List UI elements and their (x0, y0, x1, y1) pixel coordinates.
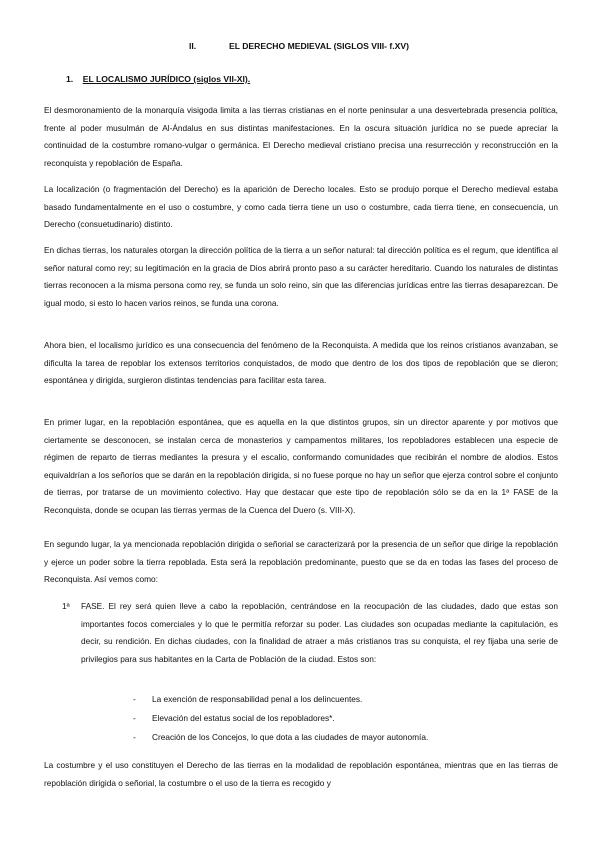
section-title: EL DERECHO MEDIEVAL (SIGLOS VIII- f.XV) (229, 41, 410, 51)
subsection-title: EL LOCALISMO JURÍDICO (siglos VII-XI). (82, 74, 251, 84)
phase-paragraph: FASE. El rey será quien lleve a cabo la repoblación, centrándose en la reocupación de las ciudades, dado que estas son importantes focos comerciales y lo que le permitía reforzar su poder. Las ciudades son ocupadas mediante la capitulación, es decir, su rendición. En dichas ciudades, con la finalidad de atraer a más cristianos tras su conquista, el rey fijaba una serie de privilegios para sus habitantes en la Carta de Población de la ciudad. Estos son: (81, 601, 558, 664)
section-number: II. (189, 41, 197, 51)
paragraph-6: En segundo lugar, la ya mencionada repoblación dirigida o señorial se caracterizará por la presencia de un señor que dirige la repoblación y ejerce un poder sobre la tierra repoblada. Esta será la repoblación predominante, puesto que se da en todas las fases del proceso de Reconquista. Así vemos como: (44, 539, 558, 585)
paragraph-2: La localización (o fragmentación del Derecho) es la aparición de Derecho locales. Esto se produjo porque el Derecho medieval estaba basado fundamentalmente en el uso o costumbre, y como cada tierra tiene un uso o costumbre, cada tierra tiene, en consecuencia, un Derecho (consuetudinario) distinto. (44, 184, 558, 230)
paragraph-4: Ahora bien, el localismo jurídico es una consecuencia del fenómeno de la Reconquista. A medida que los reinos cristianos avanzaban, se dificulta la tarea de repoblar los extensos territorios conquistados, de modo que dentro de los dos tipos de repoblación que se dieron; espontánea y dirigida, surgieron distintas tendencias para facilitar esta tarea. (44, 340, 558, 386)
privileges-list (131, 690, 428, 748)
paragraph-5: En primer lugar, en la repoblación espontánea, que es aquella en la que distintos grupos, sin un director aparente y por motivos que ciertamente se desconocen, se instalan cerca de monasterios y campamentos militares, los repobladores establecen una especie de régimen de reparto de tierras mediantes la presura y el escalio, conformando comunidades que recibirán el nombre de alodios. Estos equivaldrían a los señoríos que se darán en la repoblación dirigida, si no fuese porque no hay un señor que ejerza control sobre el conjunto de tierras, por tratarse de un movimiento colectivo. Hay que destacar que este tipo de repoblación sólo se da en la 1ª FASE de la Reconquista, donde se ocupan las tierras yermas de la Cuenca del Duero (s. VIII-X). (44, 417, 558, 515)
paragraph-1: El desmoronamiento de la monarquía visigoda limita a las tierras cristianas en el norte peninsular a una desvertebrada presencia política, frente al poder musulmán de Al-Ándalus en sus distintas manifestaciones. En la oscura situación jurídica no se puede apreciar la continuidad de la costumbre romano-vulgar o germánica. El Derecho medieval cristiano precisa una resurrección y reconstrucción en la reconquista y repoblación de España. (44, 105, 558, 168)
list-item: - Elevación del estatus social de los repobladores*. (131, 709, 428, 728)
paragraph-3: En dichas tierras, los naturales otorgan la dirección política de la tierra a un señor natural: tal dirección política es el regum, que identifica al señor natural como rey; su legitimación en la gracia de Dios abrirá pronto paso a su carácter hereditario. Cuando los naturales de distintas tierras reconocen a la misma persona como rey, se funda un solo reino, sin que las diferencias jurídicas entre las tierras desaparezcan. De igual modo, si esto lo hacen varios reinos, se funda una corona. (44, 245, 558, 308)
subsection-heading (66, 74, 250, 84)
subsection-number: 1. (66, 74, 74, 84)
closing-paragraph: La costumbre y el uso constituyen el Derecho de las tierras en la modalidad de repoblación espontánea, mientras que en las tierras de repoblación dirigida o señorial, la costumbre o el uso de la tierra es recogido y (44, 760, 558, 788)
list-item: - La exención de responsabilidad penal a los delincuentes. (131, 690, 428, 709)
phase-number: 1ª (62, 601, 70, 611)
list-item: - Creación de los Concejos, lo que dota a las ciudades de mayor autonomía. (131, 728, 428, 747)
